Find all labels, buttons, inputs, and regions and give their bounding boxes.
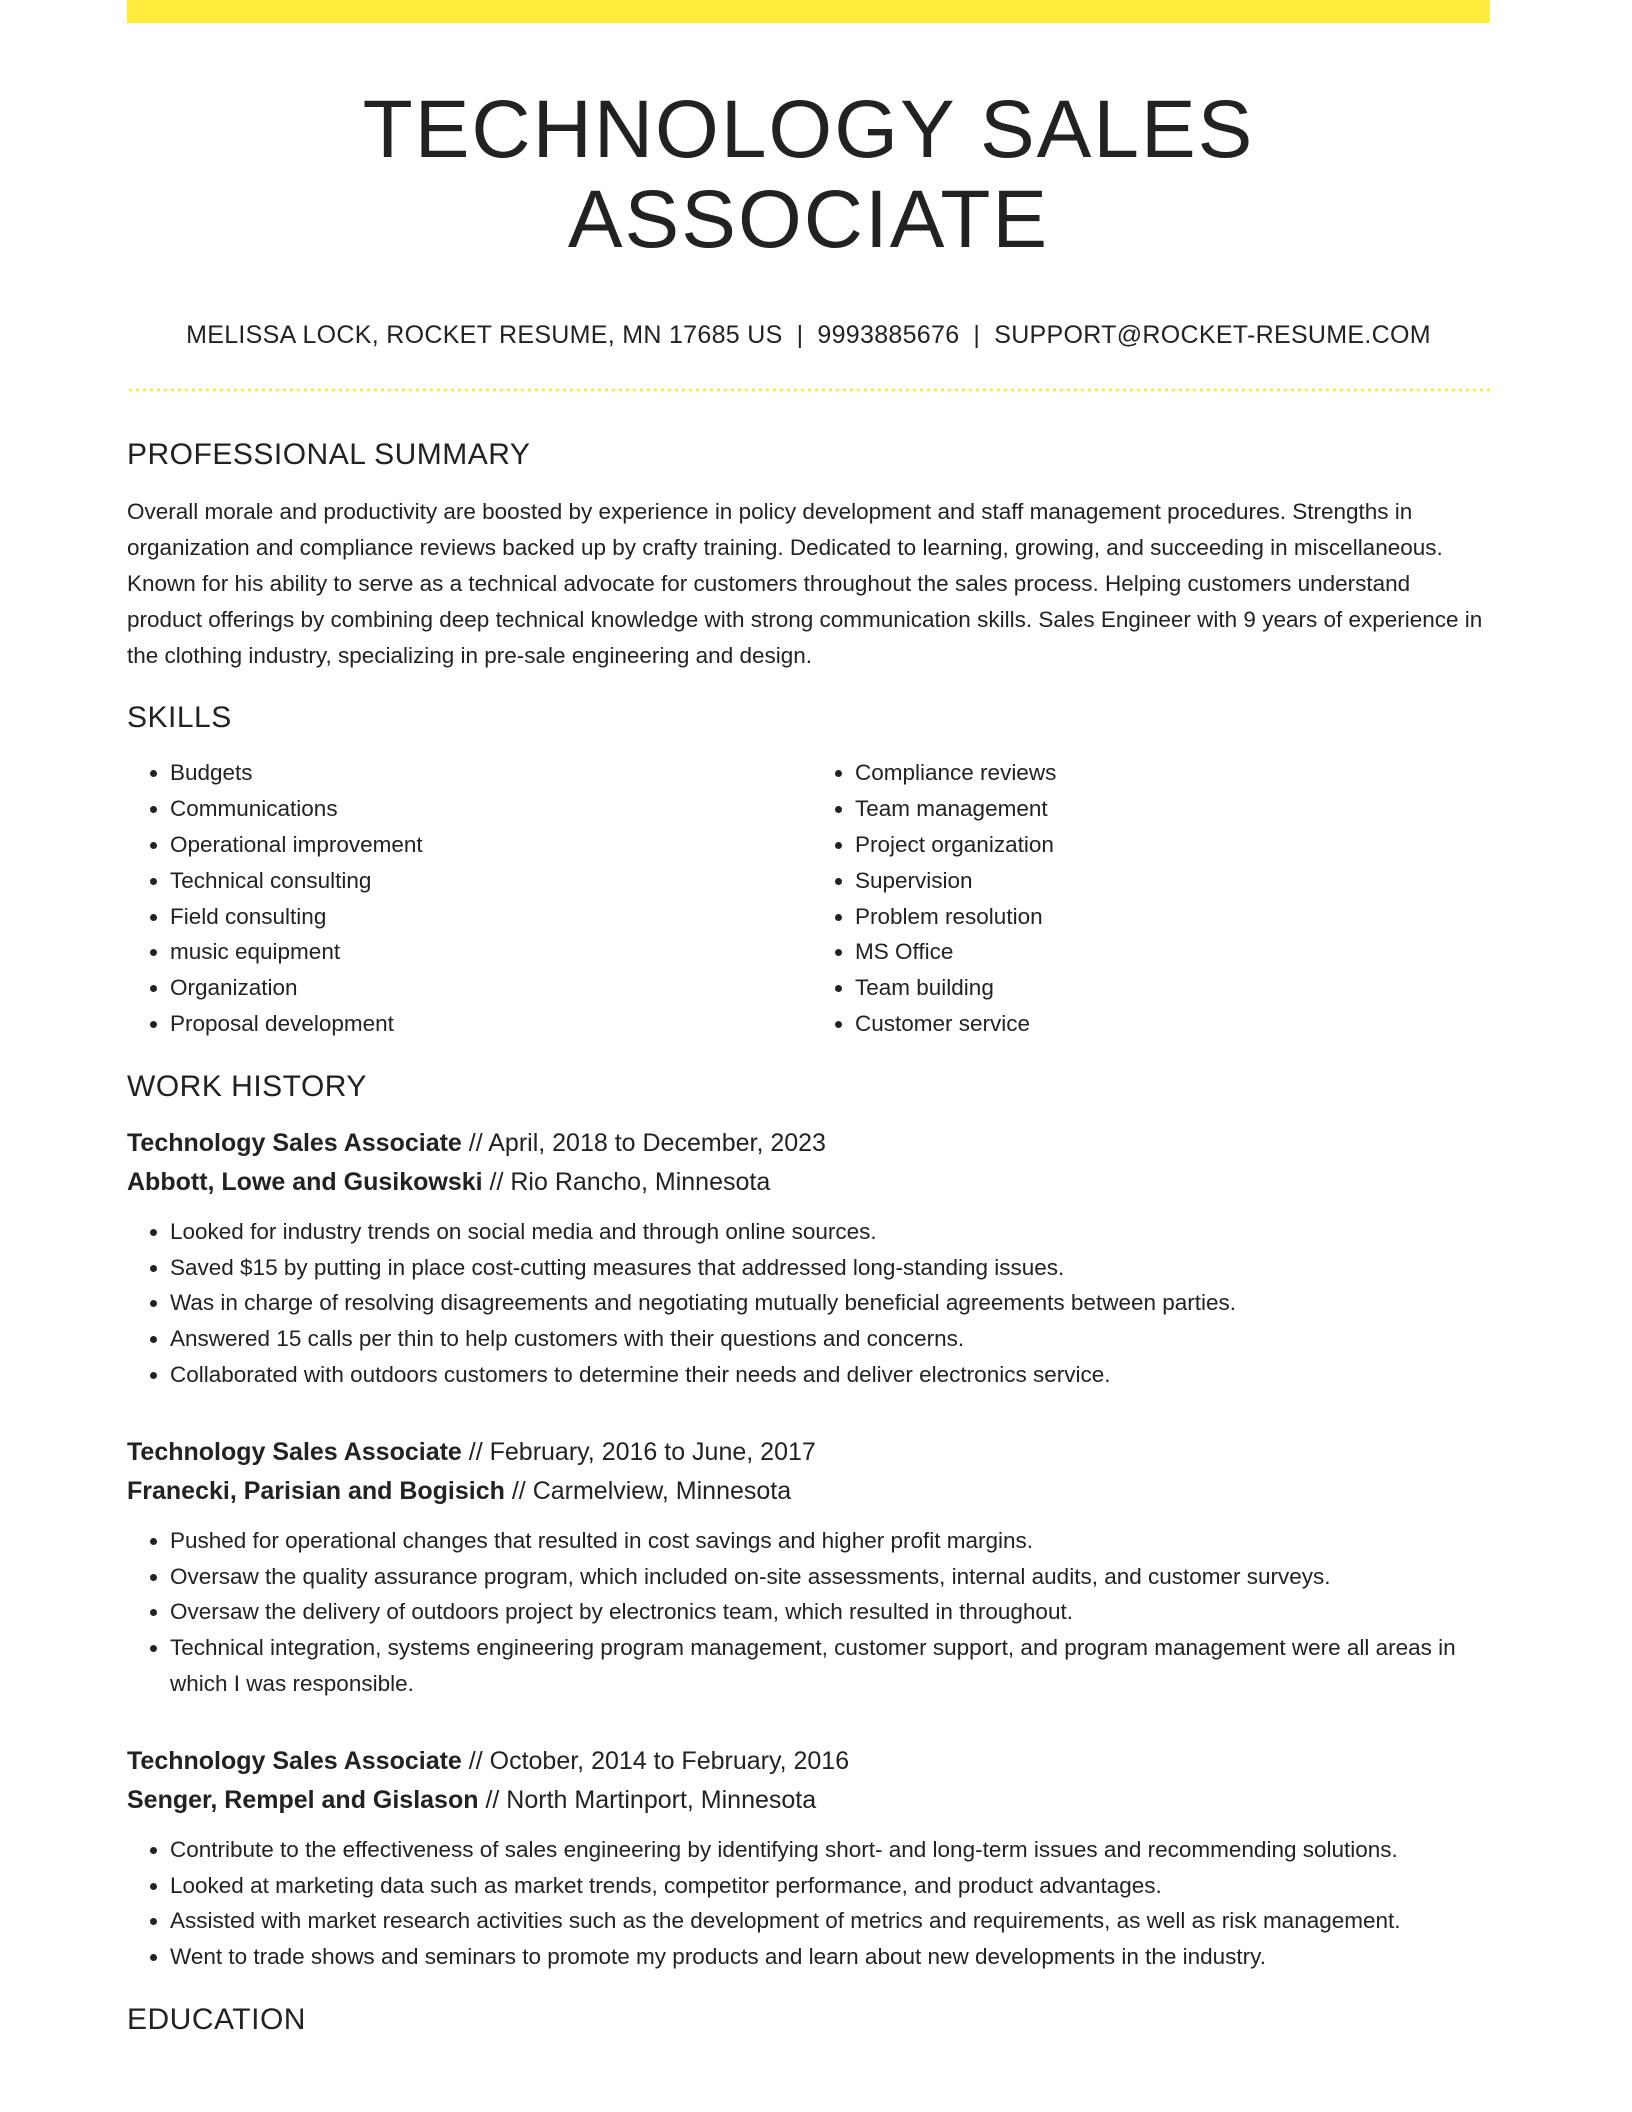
contact-separator: |: [973, 321, 981, 350]
accent-top-bar: [127, 0, 1490, 23]
job-location: // North Martinport, Minnesota: [478, 1785, 817, 1814]
work-history-heading: WORK HISTORY: [127, 1069, 367, 1103]
job-company: Abbott, Lowe and Gusikowski: [127, 1167, 483, 1196]
skill-item: • Problem resolution: [855, 899, 1490, 935]
resume-page: [127, 0, 1490, 2037]
job-location: // Rio Rancho, Minnesota: [482, 1167, 771, 1196]
skill-item: • Team building: [855, 970, 1490, 1006]
skill-item: • Customer service: [855, 1006, 1490, 1042]
job-company: Senger, Rempel and Gislason: [127, 1785, 479, 1814]
job-company-line: [127, 1472, 1490, 1511]
job-company: Franecki, Parisian and Bogisich: [127, 1476, 505, 1505]
job-bullet: • Looked at marketing data such as market trends, competitor performance, and product advantages.: [170, 1868, 1490, 1904]
job-bullet: • Was in charge of resolving disagreements and negotiating mutually beneficial agreements between parties.: [170, 1285, 1490, 1321]
job-title-line: [127, 1742, 1490, 1781]
job-dates: // October, 2014 to February, 2016: [461, 1746, 850, 1775]
job-bullets: [127, 1214, 1490, 1393]
skills-heading: SKILLS: [127, 701, 232, 735]
job-bullets: [127, 1832, 1490, 1975]
summary-heading: PROFESSIONAL SUMMARY: [127, 438, 531, 472]
job-bullet: • Looked for industry trends on social media and through online sources.: [170, 1214, 1490, 1250]
skill-item: • Project organization: [855, 827, 1490, 863]
skills-list-right: [805, 755, 1490, 1041]
skill-item: • Organization: [170, 970, 805, 1006]
education-section: [127, 2003, 1490, 2037]
summary-section: [127, 438, 1490, 673]
job-bullet: • Collaborated with outdoors customers to determine their needs and deliver electronics service.: [170, 1357, 1490, 1393]
job-dates: // April, 2018 to December, 2023: [461, 1128, 826, 1157]
job-dates: // February, 2016 to June, 2017: [461, 1437, 816, 1466]
job-title: Technology Sales Associate: [127, 1746, 462, 1775]
job-title-line: [127, 1124, 1490, 1163]
job-company-line: [127, 1163, 1490, 1202]
skill-item: • MS Office: [855, 934, 1490, 970]
job-title: Technology Sales Associate: [127, 1128, 462, 1157]
job-bullet: • Assisted with market research activities such as the development of metrics and requirements, as well as risk management.: [170, 1903, 1490, 1939]
skill-item: • music equipment: [170, 934, 805, 970]
job-location: // Carmelview, Minnesota: [504, 1476, 792, 1505]
job-bullet: • Oversaw the quality assurance program, which included on-site assessments, internal audits, and customer surveys.: [170, 1559, 1490, 1595]
education-heading: EDUCATION: [127, 2002, 306, 2036]
skills-columns: [127, 755, 1490, 1041]
job-entry: [127, 1433, 1490, 1702]
skills-section: [127, 701, 1490, 1041]
job-bullets: [127, 1523, 1490, 1702]
contact-address: MELISSA LOCK, ROCKET RESUME, MN 17685 US: [186, 321, 783, 350]
contact-email: SUPPORT@ROCKET-RESUME.COM: [994, 321, 1431, 350]
job-title-line: [127, 1433, 1490, 1472]
skill-item: • Field consulting: [170, 899, 805, 935]
job-bullet: • Saved $15 by putting in place cost-cutting measures that addressed long-standing issues.: [170, 1250, 1490, 1286]
job-bullet: • Technical integration, systems engineering program management, customer support, and program management were all areas in which I was responsible.: [170, 1630, 1490, 1702]
contact-phone: 9993885676: [817, 321, 960, 350]
contact-line: [127, 321, 1490, 350]
page-title: TECHNOLOGY SALES ASSOCIATE: [362, 84, 1255, 266]
skill-item: • Supervision: [855, 863, 1490, 899]
job-bullet: • Answered 15 calls per thin to help customers with their questions and concerns.: [170, 1321, 1490, 1357]
job-entry: [127, 1742, 1490, 1975]
contact-separator: |: [796, 321, 804, 350]
skill-item: • Proposal development: [170, 1006, 805, 1042]
skill-item: • Technical consulting: [170, 863, 805, 899]
summary-text: Overall morale and productivity are boosted by experience in policy development and staff management procedures. Strengths in organization and compliance reviews backed up by crafty training. Dedicated to learning, growing, and succeeding in miscellaneous. Known for his ability to serve as a technical advocate for customers throughout the sales process. Helping customers understand product offerings by combining deep technical knowledge with strong communication skills. Sales Engineer with 9 years of experience in the clothing industry, specializing in pre-sale engineering and design.: [127, 499, 1483, 668]
skill-item: • Operational improvement: [170, 827, 805, 863]
job-bullet: • Pushed for operational changes that resulted in cost savings and higher profit margins.: [170, 1523, 1490, 1559]
skill-item: • Communications: [170, 791, 805, 827]
job-bullet: • Oversaw the delivery of outdoors project by electronics team, which resulted in throughout.: [170, 1594, 1490, 1630]
skill-item: • Team management: [855, 791, 1490, 827]
job-company-line: [127, 1781, 1490, 1820]
work-history-section: [127, 1070, 1490, 1975]
job-list: [127, 1124, 1490, 1975]
skill-item: • Compliance reviews: [855, 755, 1490, 791]
job-title: Technology Sales Associate: [127, 1437, 462, 1466]
skills-list-left: [127, 755, 805, 1041]
dotted-divider: [127, 388, 1490, 392]
job-entry: [127, 1124, 1490, 1393]
job-bullet: • Went to trade shows and seminars to promote my products and learn about new developments in the industry.: [170, 1939, 1490, 1975]
skill-item: • Budgets: [170, 755, 805, 791]
job-bullet: • Contribute to the effectiveness of sales engineering by identifying short- and long-term issues and recommending solutions.: [170, 1832, 1490, 1868]
